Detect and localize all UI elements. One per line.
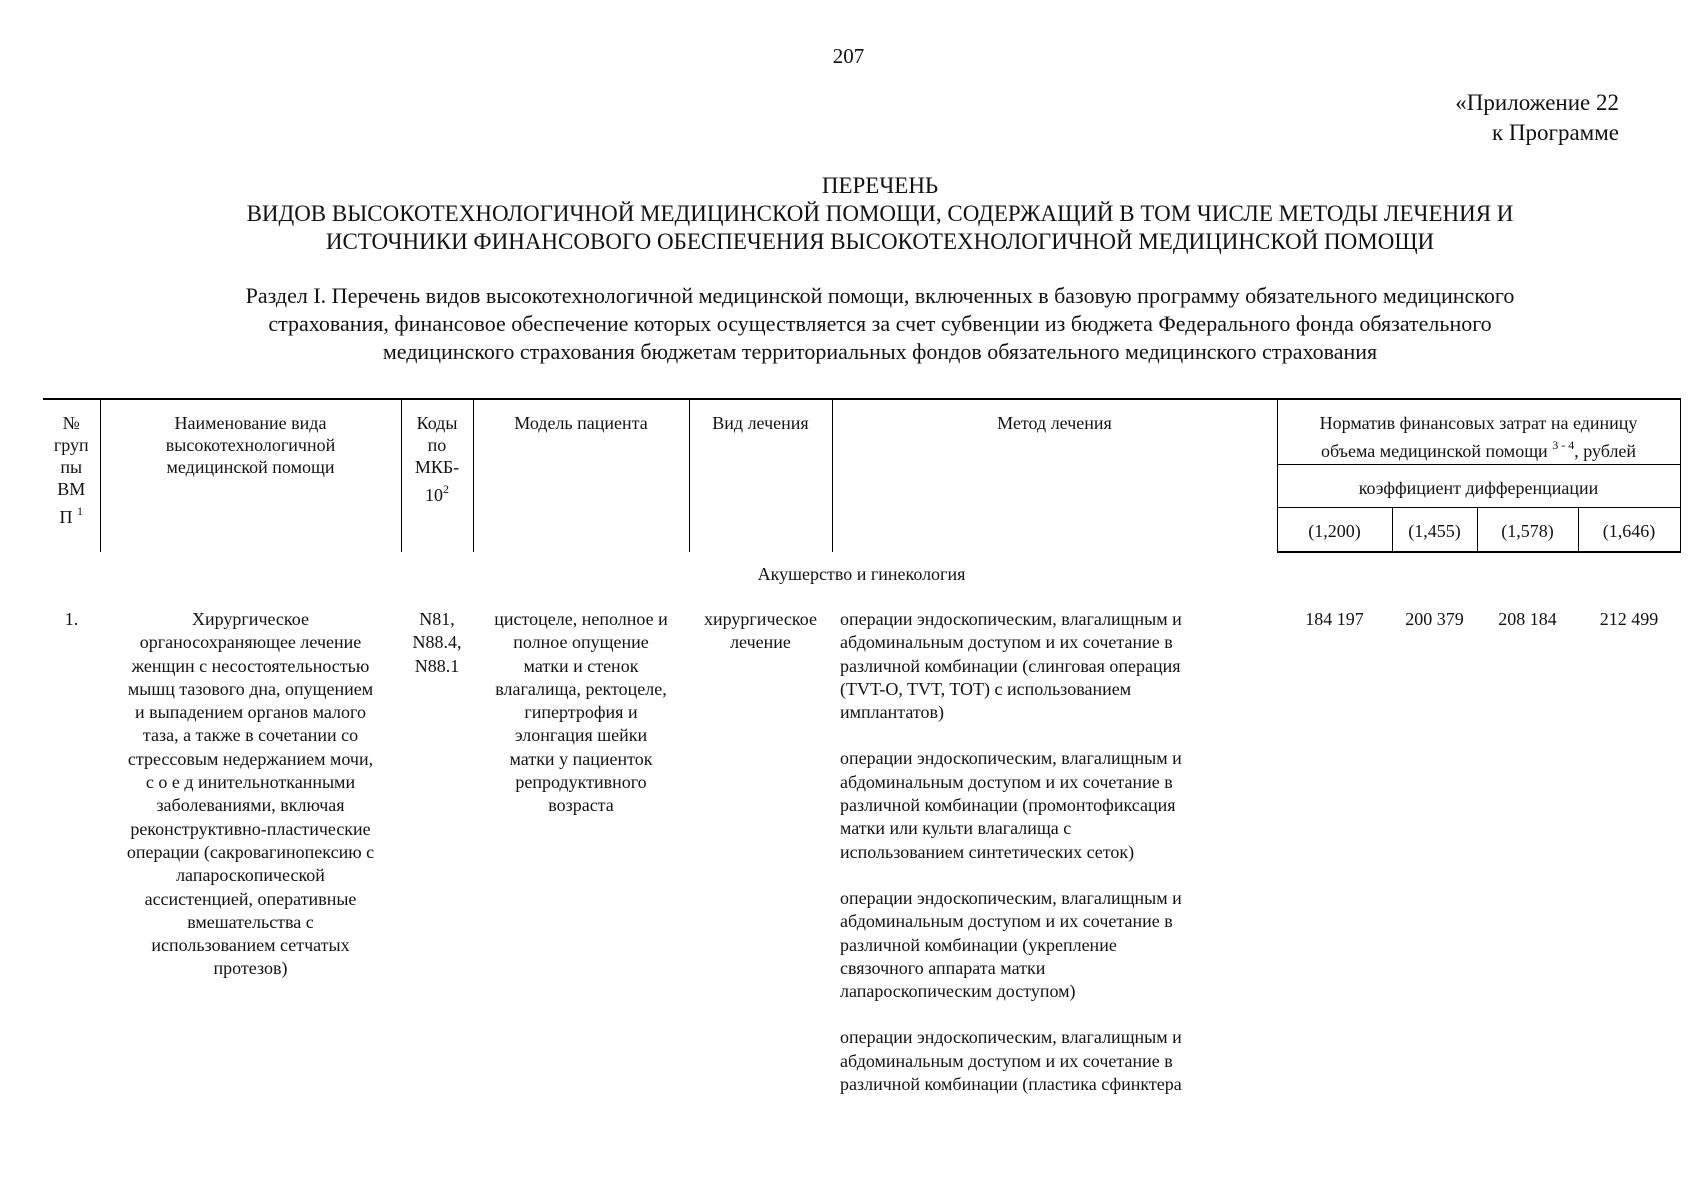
header-normative-text: , рублей [1574, 441, 1637, 461]
section-heading [60, 282, 1697, 366]
method-line: различной комбинации (укрепление [840, 934, 1117, 955]
method-line: операции эндоскопическим, влагалищным и [840, 1027, 1182, 1048]
header-normative-text: объема медицинской помощи [1320, 441, 1548, 461]
method-line: различной комбинации (пластика сфинктера [840, 1074, 1182, 1095]
header-coefficient: коэффициент дифференциации [1277, 465, 1680, 508]
cell-line: ассистенцией, оперативные [144, 888, 357, 909]
header-method: Метод лечения [832, 399, 1277, 552]
method-item [840, 1026, 1271, 1096]
header-codes-line: МКБ- [414, 457, 460, 477]
cell-line: стрессовым недержанием мочи, [127, 748, 374, 769]
method-line: различной комбинации (промонтофиксация [840, 795, 1176, 816]
cell-line: элонгация шейки [514, 725, 648, 746]
row-number: 1. [64, 609, 79, 629]
treatment-type [689, 608, 832, 1119]
header-coefficient-3: (1,578) [1477, 508, 1578, 553]
header-codes-line [402, 478, 473, 506]
norm-value-1: 184 197 [1305, 609, 1364, 629]
footnote-mark: 1 [77, 504, 83, 518]
method-item [840, 608, 1271, 724]
method-line: матки или культи влагалища с [840, 818, 1072, 839]
appendix-line-2: к Программе [1492, 120, 1619, 145]
cell-line: заболеваниями, включая [156, 795, 345, 816]
cell-line: реконструктивно-пластические [130, 818, 371, 839]
cell-line: Хирургическое [192, 609, 309, 629]
table-row [43, 608, 1680, 1119]
cell-line: и выпадением органов малого [135, 702, 366, 723]
header-coefficient-1: (1,200) [1277, 508, 1392, 553]
header-coefficient-2: (1,455) [1392, 508, 1477, 553]
header-codes [401, 399, 473, 552]
section-line-1: Раздел I. Перечень видов высокотехнологичной медицинской помощи, включенных в базовую программу обязательного медицинского [245, 283, 1515, 308]
cell-line: операции (сакровагинопексию с [126, 841, 375, 862]
section-line-2: страхования, финансовое обеспечение которых осуществляется за счет субвенции из бюджета Федерального фонда обязательного [268, 311, 1492, 336]
cell-line: N81, [419, 609, 455, 629]
header-group-number-text: П [59, 507, 73, 527]
cell-line: лечение [730, 632, 791, 653]
footnote-mark: 2 [443, 482, 449, 496]
header-normative-line [1278, 434, 1680, 462]
cell-line: органосохраняющее лечение [139, 632, 362, 653]
header-name [100, 399, 401, 552]
header-coefficient-4: (1,646) [1578, 508, 1680, 553]
cell-line: хирургическое [704, 609, 817, 629]
header-normative [1277, 399, 1680, 465]
cell-line: таза, а также в сочетании со [142, 725, 359, 746]
method-line: различной комбинации (слинговая операция [840, 655, 1181, 676]
care-type-name [100, 608, 401, 1119]
cell-line: репродуктивного [515, 772, 647, 793]
cell-line: N88.4, [412, 632, 462, 653]
cell-line: цистоцеле, неполное и [494, 609, 668, 629]
header-name-line: Наименование вида [174, 413, 327, 433]
cell-line: матки у пациенток [509, 748, 653, 769]
header-group-number-line [43, 500, 100, 528]
method-item [840, 887, 1271, 1003]
cell-line: влагалища, ректоцеле, [495, 678, 667, 699]
header-group-number [43, 399, 100, 552]
footnote-mark: 3 - 4 [1552, 438, 1575, 452]
table-header [43, 399, 1680, 552]
header-name-line: высокотехнологичной [165, 435, 336, 455]
cell-line: гипертрофия и [524, 702, 638, 723]
header-codes-line: Коды [416, 413, 458, 433]
cell-line: полное опущение [513, 632, 649, 653]
cell-line: возраста [548, 795, 614, 816]
norm-value-3: 208 184 [1498, 609, 1557, 629]
method-line: лапароскопическим доступом) [840, 981, 1076, 1002]
header-group-number-line: пы [60, 457, 83, 477]
header-codes-text: 10 [425, 485, 443, 505]
cell-line: лапароскопической [176, 865, 325, 886]
header-group-number-line: № [62, 413, 80, 433]
header-group-number-line: груп [53, 435, 89, 455]
group-heading: Акушерство и гинекология [757, 564, 966, 584]
title-line-1: ПЕРЕЧЕНЬ [821, 173, 939, 198]
title-line-3: ИСТОЧНИКИ ФИНАНСОВОГО ОБЕСПЕЧЕНИЯ ВЫСОКОТЕХНОЛОГИЧНОЙ МЕДИЦИНСКОЙ ПОМОЩИ [325, 229, 1435, 254]
header-model: Модель пациента [473, 399, 689, 552]
header-treatment-type: Вид лечения [689, 399, 832, 552]
cell-line: матки и стенок [523, 655, 639, 676]
header-group-number-line: ВМ [57, 479, 86, 499]
method-line: абдоминальным доступом и их сочетание в [840, 632, 1173, 653]
cell-line: мышц тазового дна, опущением [127, 678, 374, 699]
norm-value-4: 212 499 [1599, 609, 1659, 629]
patient-model [473, 608, 689, 1119]
treatment-methods [832, 608, 1277, 1119]
cell-line: N88.1 [414, 655, 460, 676]
method-line: (TVT-O, TVT, TOT) с использованием [840, 678, 1132, 699]
method-item [840, 747, 1271, 863]
cell-line: протезов) [213, 958, 288, 979]
cell-line: с о е д инительнотканными [145, 772, 356, 793]
appendix-reference [1455, 88, 1619, 148]
method-line: операции эндоскопическим, влагалищным и [840, 609, 1182, 629]
norm-value-2: 200 379 [1405, 609, 1464, 629]
document-title [60, 172, 1697, 256]
appendix-line-1: «Приложение 22 [1455, 90, 1619, 115]
method-line: абдоминальным доступом и их сочетание в [840, 911, 1173, 932]
header-codes-line: по [427, 435, 447, 455]
cell-line: женщин с несостоятельностью [131, 655, 370, 676]
header-name-line: медицинской помощи [166, 457, 335, 477]
method-line: абдоминальным доступом и их сочетание в [840, 771, 1173, 792]
cell-line: вмешательства с [187, 911, 314, 932]
method-line: использованием синтетических сеток) [840, 841, 1135, 862]
section-line-3: медицинского страхования бюджетам территориальных фондов обязательного медицинского страхования [382, 339, 1378, 364]
icd-codes [401, 608, 473, 1119]
hitech-care-table [43, 398, 1681, 1119]
title-line-2: ВИДОВ ВЫСОКОТЕХНОЛОГИЧНОЙ МЕДИЦИНСКОЙ ПОМОЩИ, СОДЕРЖАЩИЙ В ТОМ ЧИСЛЕ МЕТОДЫ ЛЕЧЕНИЯ И [246, 201, 1514, 226]
header-normative-line: Норматив финансовых затрат на единицу [1319, 413, 1638, 433]
cell-line: использованием сетчатых [151, 935, 350, 956]
page-number: 207 [832, 44, 865, 68]
method-line: имплантатов) [840, 702, 944, 723]
method-line: операции эндоскопическим, влагалищным и [840, 748, 1182, 769]
method-line: абдоминальным доступом и их сочетание в [840, 1050, 1173, 1071]
method-line: связочного аппарата матки [840, 957, 1046, 978]
method-line: операции эндоскопическим, влагалищным и [840, 887, 1182, 908]
